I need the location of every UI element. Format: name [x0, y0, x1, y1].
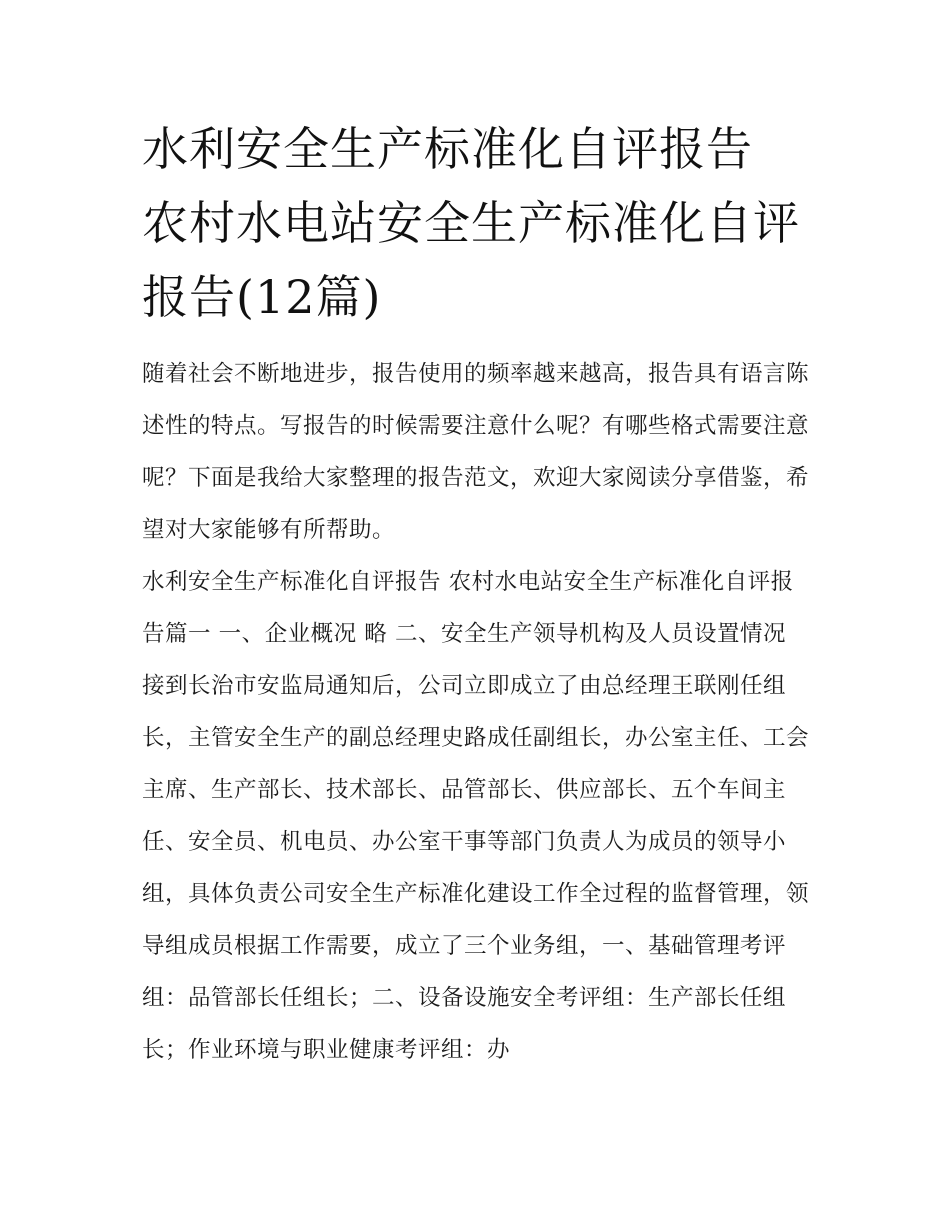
paragraph-leadership: 接到长治市安监局通知后，公司立即成立了由总经理王联刚任组长，主管安全生产的副总经理史路成任副组长，办公室主任、工会主席、生产部长、技术部长、品管部长、供应部长、五个车间主任、安全员、机电员、办公室干事等部门负责人为成员的领导小组，具体负责公司安全生产标准化建设工作全过程的监督管理，领导组成员根据工作需要，成立了三个业务组，一、基础管理考评组：品管部长任组长；二、设备设施安全考评组：生产部长任组长；作业环境与职业健康考评组：办: [142, 673, 810, 1063]
paragraph-intro: 随着社会不断地进步，报告使用的频率越来越高，报告具有语言陈述性的特点。写报告的时候需要注意什么呢？有哪些格式需要注意呢？下面是我给大家整理的报告范文，欢迎大家阅读分享借鉴，希望对大家能够有所帮助。: [142, 361, 810, 543]
document-title: 水利安全生产标准化自评报告 农村水电站安全生产标准化自评报告(12篇): [142, 122, 800, 324]
paragraph-section-heading: 水利安全生产标准化自评报告 农村水电站安全生产标准化自评报告篇一 一、企业概况 略 二、安全生产领导机构及人员设置情况: [142, 569, 794, 647]
document-content: [142, 112, 812, 1076]
document-body: [142, 348, 812, 1076]
